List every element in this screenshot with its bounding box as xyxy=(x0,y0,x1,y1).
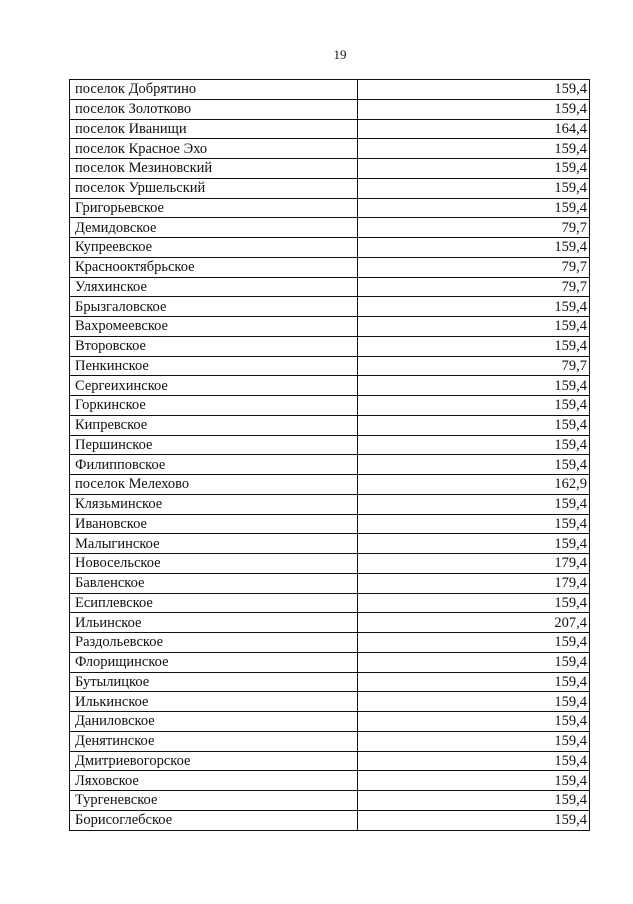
row-name-cell: Ильинское xyxy=(70,613,357,633)
row-value-cell: 159,4 xyxy=(357,791,589,811)
row-name-cell: Краснооктябрьское xyxy=(70,257,357,277)
row-name-cell: поселок Уршельский xyxy=(70,178,357,198)
table-row xyxy=(70,396,589,416)
row-value-cell: 159,4 xyxy=(357,534,589,554)
row-name-cell: Купреевское xyxy=(70,238,357,258)
row-value-cell: 159,4 xyxy=(357,633,589,653)
row-name-cell: Першинское xyxy=(70,435,357,455)
row-value-cell: 159,4 xyxy=(357,514,589,534)
table-row xyxy=(70,218,589,238)
row-value-cell: 159,4 xyxy=(357,336,589,356)
table-row xyxy=(70,692,589,712)
table-row xyxy=(70,376,589,396)
row-value-cell: 159,4 xyxy=(357,692,589,712)
row-name-cell: Денятинское xyxy=(70,731,357,751)
table-row xyxy=(70,613,589,633)
row-value-cell: 159,4 xyxy=(357,396,589,416)
row-name-cell: Филипповское xyxy=(70,455,357,475)
table-body xyxy=(70,80,589,830)
table-row xyxy=(70,336,589,356)
row-value-cell: 179,4 xyxy=(357,554,589,574)
row-name-cell: поселок Добрятино xyxy=(70,80,357,100)
table-row xyxy=(70,751,589,771)
table-row xyxy=(70,99,589,119)
row-value-cell: 159,4 xyxy=(357,238,589,258)
data-table xyxy=(70,79,589,830)
row-name-cell: Вахромеевское xyxy=(70,317,357,337)
row-value-cell: 79,7 xyxy=(357,277,589,297)
row-name-cell: Брызгаловское xyxy=(70,297,357,317)
row-value-cell: 159,4 xyxy=(357,159,589,179)
table-row xyxy=(70,672,589,692)
row-name-cell: Кипревское xyxy=(70,415,357,435)
table-row xyxy=(70,712,589,732)
row-value-cell: 159,4 xyxy=(357,810,589,829)
row-value-cell: 159,4 xyxy=(357,376,589,396)
table-row xyxy=(70,159,589,179)
row-name-cell: Тургеневское xyxy=(70,791,357,811)
table-row xyxy=(70,455,589,475)
row-name-cell: Григорьевское xyxy=(70,198,357,218)
row-name-cell: поселок Золотково xyxy=(70,99,357,119)
row-value-cell: 159,4 xyxy=(357,455,589,475)
row-name-cell: Есиплевское xyxy=(70,593,357,613)
row-name-cell: поселок Мелехово xyxy=(70,475,357,495)
table-row xyxy=(70,554,589,574)
row-value-cell: 159,4 xyxy=(357,139,589,159)
table-row xyxy=(70,731,589,751)
row-name-cell: Клязьминское xyxy=(70,494,357,514)
row-name-cell: Сергеихинское xyxy=(70,376,357,396)
row-name-cell: поселок Мезиновский xyxy=(70,159,357,179)
row-value-cell: 159,4 xyxy=(357,652,589,672)
row-value-cell: 207,4 xyxy=(357,613,589,633)
table-row xyxy=(70,494,589,514)
page-number: 19 xyxy=(333,47,347,62)
table-row xyxy=(70,317,589,337)
row-value-cell: 79,7 xyxy=(357,218,589,238)
row-name-cell: Горкинское xyxy=(70,396,357,416)
row-value-cell: 159,4 xyxy=(357,317,589,337)
table-row xyxy=(70,178,589,198)
table-row xyxy=(70,573,589,593)
row-value-cell: 159,4 xyxy=(357,593,589,613)
table-row xyxy=(70,593,589,613)
row-value-cell: 159,4 xyxy=(357,435,589,455)
row-name-cell: Ляховское xyxy=(70,771,357,791)
row-name-cell: Раздольевское xyxy=(70,633,357,653)
row-name-cell: Демидовское xyxy=(70,218,357,238)
row-name-cell: Уляхинское xyxy=(70,277,357,297)
row-value-cell: 159,4 xyxy=(357,80,589,100)
table-row xyxy=(70,198,589,218)
table-row xyxy=(70,257,589,277)
data-table-container xyxy=(69,79,590,831)
table-row xyxy=(70,791,589,811)
row-value-cell: 164,4 xyxy=(357,119,589,139)
row-value-cell: 159,4 xyxy=(357,178,589,198)
table-row xyxy=(70,652,589,672)
table-row xyxy=(70,119,589,139)
table-row xyxy=(70,633,589,653)
row-name-cell: поселок Иванищи xyxy=(70,119,357,139)
row-value-cell: 159,4 xyxy=(357,415,589,435)
table-row xyxy=(70,810,589,829)
row-name-cell: Бутылицкое xyxy=(70,672,357,692)
row-value-cell: 159,4 xyxy=(357,712,589,732)
row-value-cell: 159,4 xyxy=(357,672,589,692)
table-row xyxy=(70,277,589,297)
row-value-cell: 79,7 xyxy=(357,257,589,277)
row-name-cell: Второвское xyxy=(70,336,357,356)
row-name-cell: Дмитриевогорское xyxy=(70,751,357,771)
table-row xyxy=(70,771,589,791)
row-value-cell: 159,4 xyxy=(357,99,589,119)
table-row xyxy=(70,514,589,534)
row-value-cell: 159,4 xyxy=(357,494,589,514)
row-name-cell: поселок Красное Эхо xyxy=(70,139,357,159)
table-row xyxy=(70,475,589,495)
row-value-cell: 162,9 xyxy=(357,475,589,495)
table-row xyxy=(70,80,589,100)
row-value-cell: 159,4 xyxy=(357,297,589,317)
table-row xyxy=(70,139,589,159)
row-name-cell: Даниловское xyxy=(70,712,357,732)
row-name-cell: Флорищинское xyxy=(70,652,357,672)
table-row xyxy=(70,356,589,376)
row-name-cell: Борисоглебское xyxy=(70,810,357,829)
row-name-cell: Малыгинское xyxy=(70,534,357,554)
row-value-cell: 159,4 xyxy=(357,198,589,218)
row-name-cell: Илькинское xyxy=(70,692,357,712)
row-value-cell: 159,4 xyxy=(357,731,589,751)
row-name-cell: Ивановское xyxy=(70,514,357,534)
table-row xyxy=(70,297,589,317)
row-value-cell: 159,4 xyxy=(357,771,589,791)
row-value-cell: 79,7 xyxy=(357,356,589,376)
table-row xyxy=(70,238,589,258)
row-name-cell: Бавленское xyxy=(70,573,357,593)
row-value-cell: 179,4 xyxy=(357,573,589,593)
row-value-cell: 159,4 xyxy=(357,751,589,771)
row-name-cell: Новосельское xyxy=(70,554,357,574)
table-row xyxy=(70,415,589,435)
row-name-cell: Пенкинское xyxy=(70,356,357,376)
table-row xyxy=(70,534,589,554)
table-row xyxy=(70,435,589,455)
